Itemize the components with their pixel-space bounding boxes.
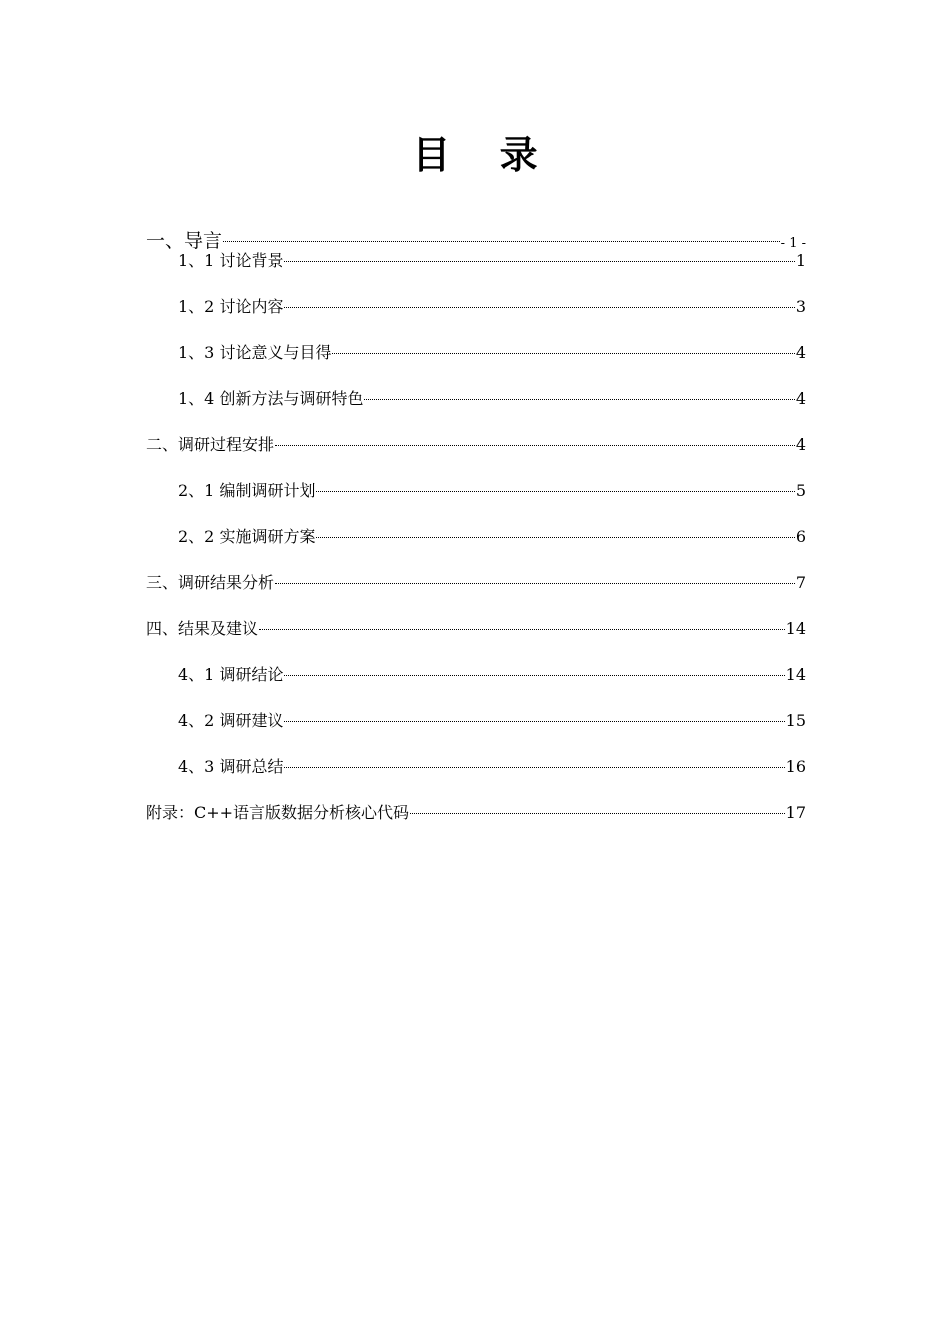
toc-entry-label: 4、1 调研结论 [178, 665, 284, 684]
toc-entry-page-number: - 1 - [780, 236, 806, 251]
dot-leader [284, 767, 784, 768]
toc-entry-label: 三、调研结果分析 [146, 573, 275, 592]
toc-title: 目 录 [412, 133, 556, 177]
toc-entry[interactable] [146, 432, 806, 455]
dot-leader [316, 537, 794, 538]
toc-entry-page-number: 1 [795, 251, 806, 270]
toc-entry-label: 1、2 讨论内容 [178, 297, 284, 316]
dot-leader [332, 353, 794, 354]
toc-entry[interactable] [146, 524, 806, 547]
toc-entry-page-number: 7 [795, 573, 806, 592]
toc-entry[interactable] [146, 754, 806, 777]
toc-entry-page-number: 17 [785, 803, 806, 822]
dot-leader [275, 445, 795, 446]
toc-entry[interactable] [146, 478, 806, 501]
dot-leader [364, 399, 794, 400]
toc-entry-label: 附录：C++语言版数据分析核心代码 [146, 803, 410, 822]
dot-leader [223, 241, 780, 242]
toc-entry-page-number: 15 [785, 711, 806, 730]
toc-entry-label: 四、结果及建议 [146, 619, 259, 638]
dot-leader [284, 307, 794, 308]
toc-entry[interactable] [146, 340, 806, 363]
toc-entry[interactable] [146, 294, 806, 317]
toc-entry-page-number: 4 [795, 389, 806, 408]
toc-entry[interactable] [146, 800, 806, 823]
toc-entry[interactable] [146, 708, 806, 731]
toc-entry-page-number: 14 [785, 665, 806, 684]
toc-entry-label: 2、1 编制调研计划 [178, 481, 316, 500]
toc-entry-page-number: 14 [785, 619, 806, 638]
toc-entry-label: 1、4 创新方法与调研特色 [178, 389, 364, 408]
toc-entry[interactable] [146, 616, 806, 639]
dot-leader [275, 583, 795, 584]
toc-entry-label: 一、导言 [146, 230, 223, 252]
toc-entry-page-number: 6 [795, 527, 806, 546]
toc-entry-page-number: 4 [795, 435, 806, 454]
toc-entry-page-number: 16 [785, 757, 806, 776]
dot-leader [259, 629, 785, 630]
toc-entry-label: 1、1 讨论背景 [178, 251, 284, 270]
toc-entry-page-number: 3 [795, 297, 806, 316]
toc-entry[interactable] [146, 570, 806, 593]
dot-leader [284, 721, 784, 722]
toc-entry[interactable] [146, 248, 806, 271]
dot-leader [316, 491, 794, 492]
toc-entry-label: 2、2 实施调研方案 [178, 527, 316, 546]
toc-entry-label: 二、调研过程安排 [146, 435, 275, 454]
dot-leader [284, 675, 784, 676]
toc-entry-page-number: 4 [795, 343, 806, 362]
toc-entry[interactable] [146, 386, 806, 409]
toc-entry[interactable] [146, 662, 806, 685]
toc-entry-label: 4、2 调研建议 [178, 711, 284, 730]
dot-leader [284, 261, 794, 262]
toc-entry-page-number: 5 [795, 481, 806, 500]
dot-leader [410, 813, 785, 814]
toc-entry-label: 1、3 讨论意义与目得 [178, 343, 332, 362]
toc-entry-label: 4、3 调研总结 [178, 757, 284, 776]
